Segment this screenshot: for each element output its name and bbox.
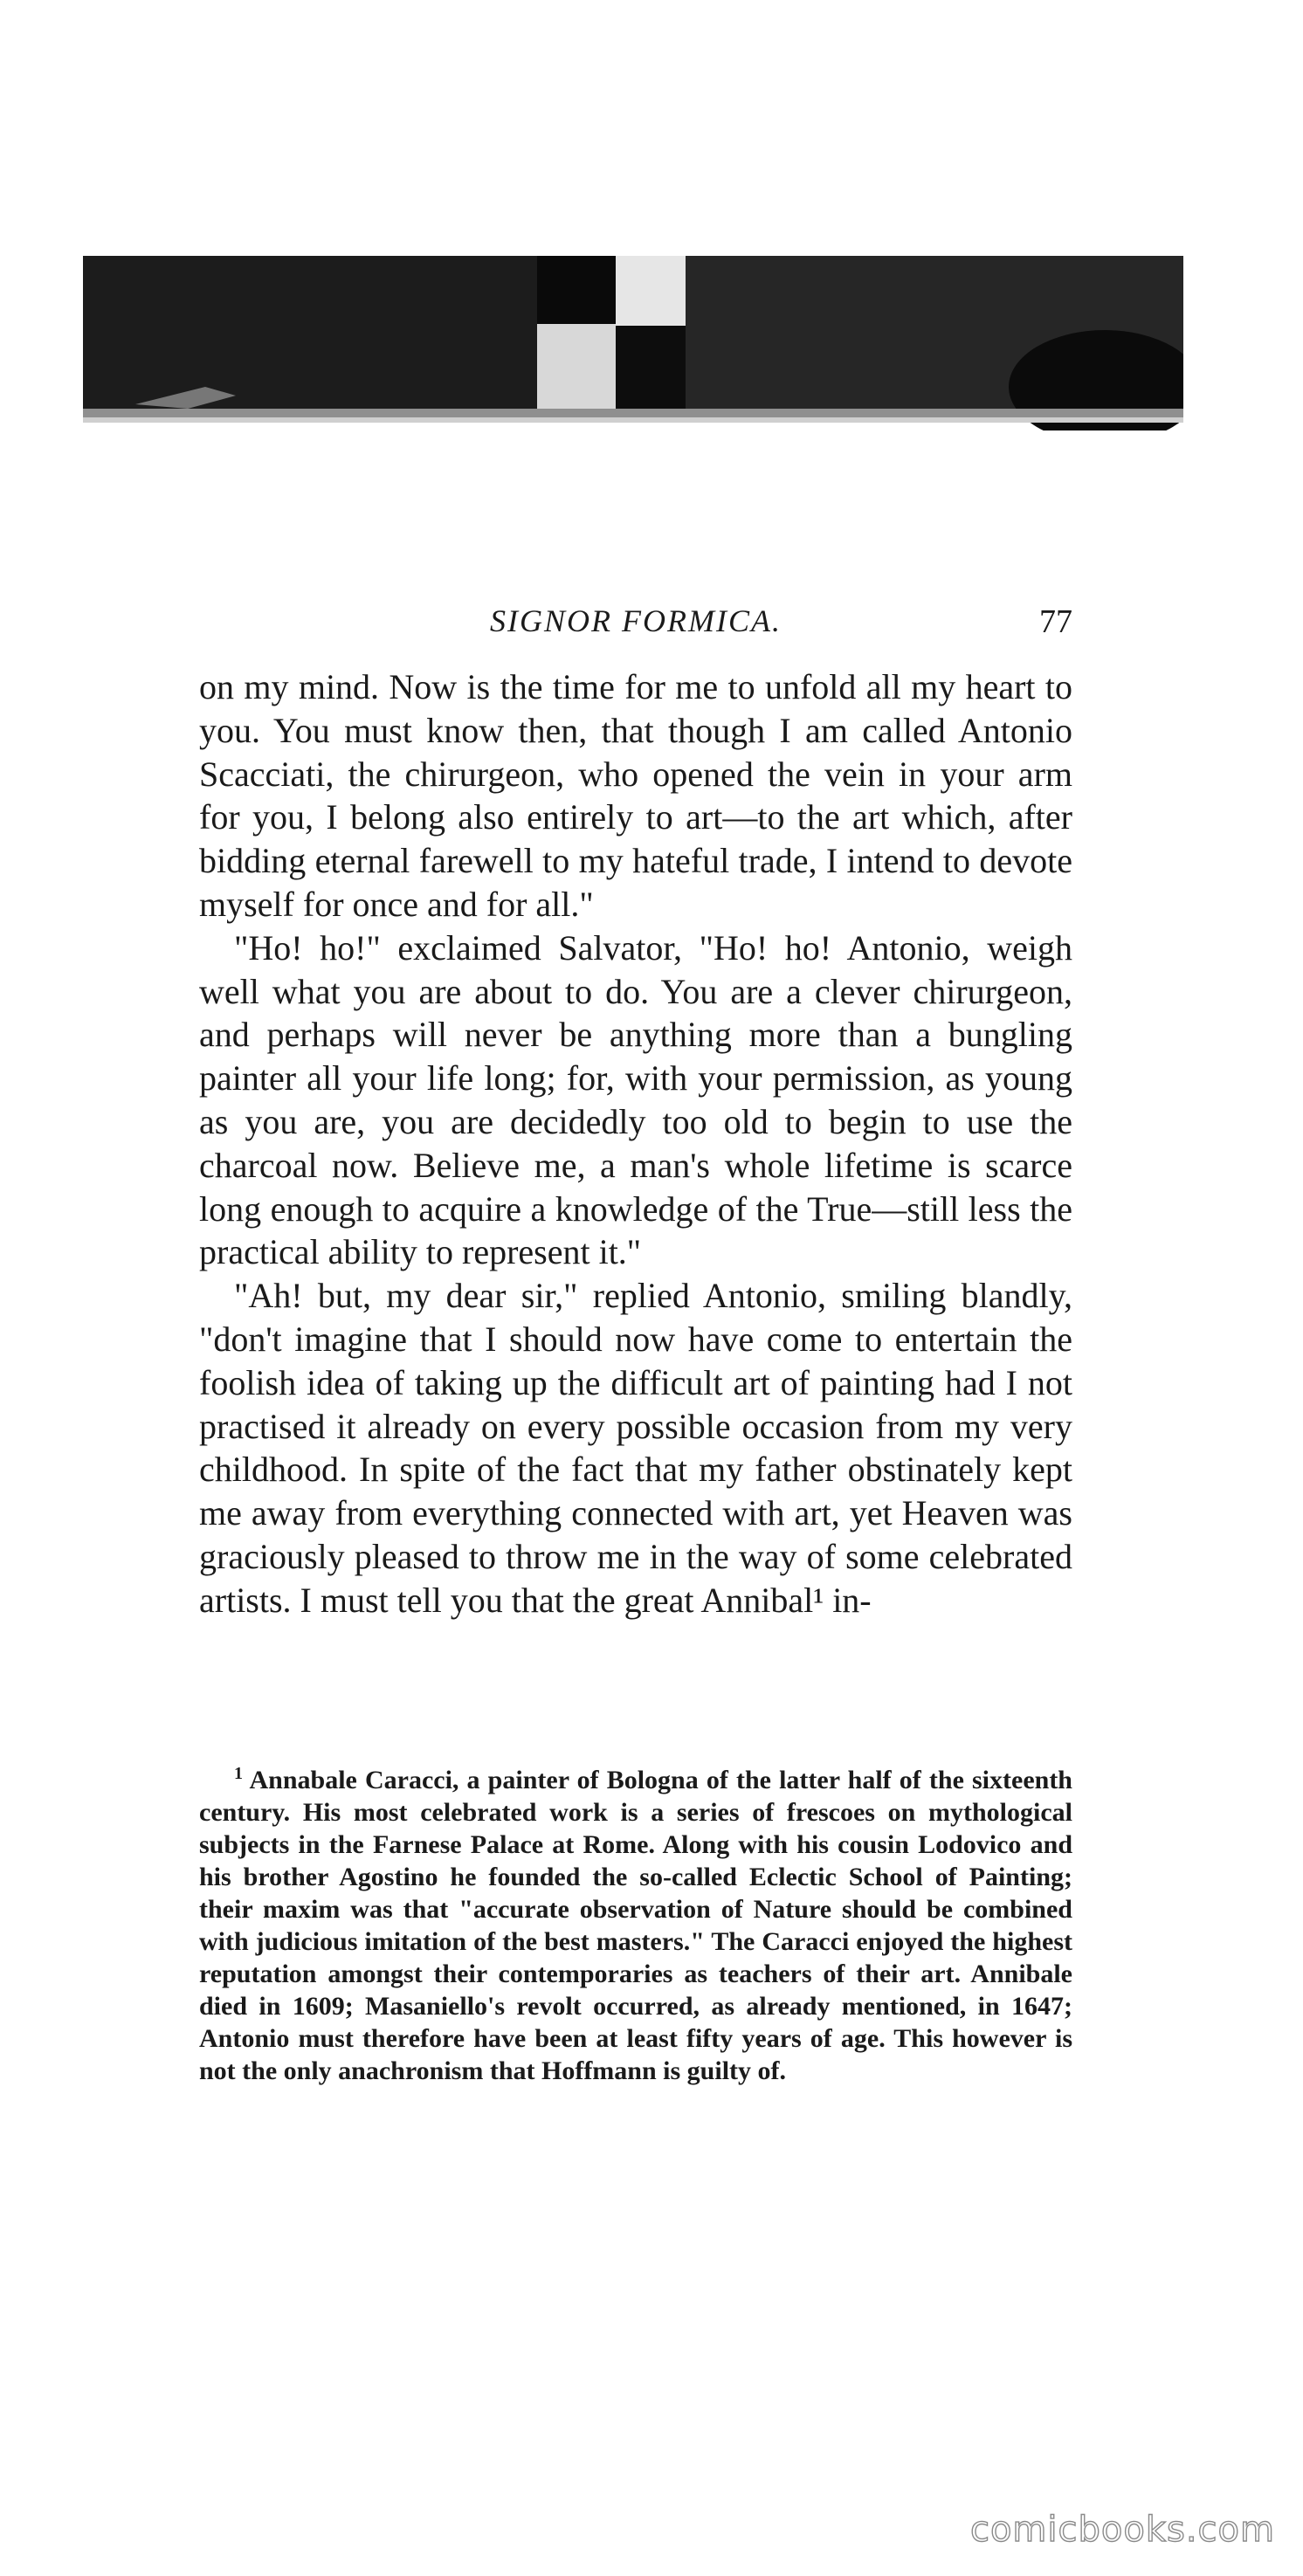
paragraph: on my mind. Now is the time for me to unfold all my heart to you. You must know then, that though I am called Antonio Scacciati, the chirurgeon, who opened the vein in your arm for you, I belong also entirely to art—to the art which, after bidding eternal farewell to my hateful trade, I intend to devote myself for once and for all." xyxy=(199,667,1072,924)
watermark: comicbooks.com xyxy=(969,2510,1275,2550)
running-head xyxy=(199,603,1072,646)
scanned-image-fragment xyxy=(83,256,1183,430)
body-text xyxy=(199,665,1072,1622)
footnote-text: Annabale Caracci, a painter of Bologna of the latter half of the sixteenth century. His most celebrated work is a series of frescoes on mythological subjects in the Farnese Palace at Rome. Along with his cousin Lodovico and his brother Agostino he founded the so-called Eclectic School of Painting; their maxim was that "accurate observation of Nature should be combined with judicious imitation of the best masters." The Caracci enjoyed the highest reputation amongst their contemporaries as teachers of their art. Annibale died in 1609; Masaniello's revolt occurred, as already mentioned, in 1647; Antonio must therefore have been at least fifty years of age. This however is not the only anachronism that Hoffmann is guilty of. xyxy=(199,1766,1072,2085)
footnote xyxy=(199,1764,1072,2087)
footnote-marker: 1 xyxy=(234,1764,243,1783)
footnote-block xyxy=(199,1764,1072,2087)
running-title: SIGNOR FORMICA. xyxy=(490,603,782,638)
paragraph: "Ah! but, my dear sir," replied Antonio, smiling blandly, "don't imagine that I should now have come to entertain the foolish idea of taking up the difficult art of painting had I not practised it already on every possible occasion from my very childhood. In spite of the fact that my father obstinately kept me away from everything connected with art, yet Heaven was graciously pleased to throw me in the way of some celebrated artists. I must tell you that the great Annibal¹ in- xyxy=(199,1276,1072,1620)
paragraph: "Ho! ho!" exclaimed Salvator, "Ho! ho! Antonio, weigh well what you are about to do. You are a clever chirurgeon, and perhaps will never be anything more than a bungling painter all your life long; for, with your permission, as young as you are, you are decidedly too old to begin to use the charcoal now. Believe me, a man's whole lifetime is scarce long enough to acquire a knowledge of the True—still less the practical ability to represent it." xyxy=(199,927,1072,1272)
page-number: 77 xyxy=(1039,603,1072,640)
